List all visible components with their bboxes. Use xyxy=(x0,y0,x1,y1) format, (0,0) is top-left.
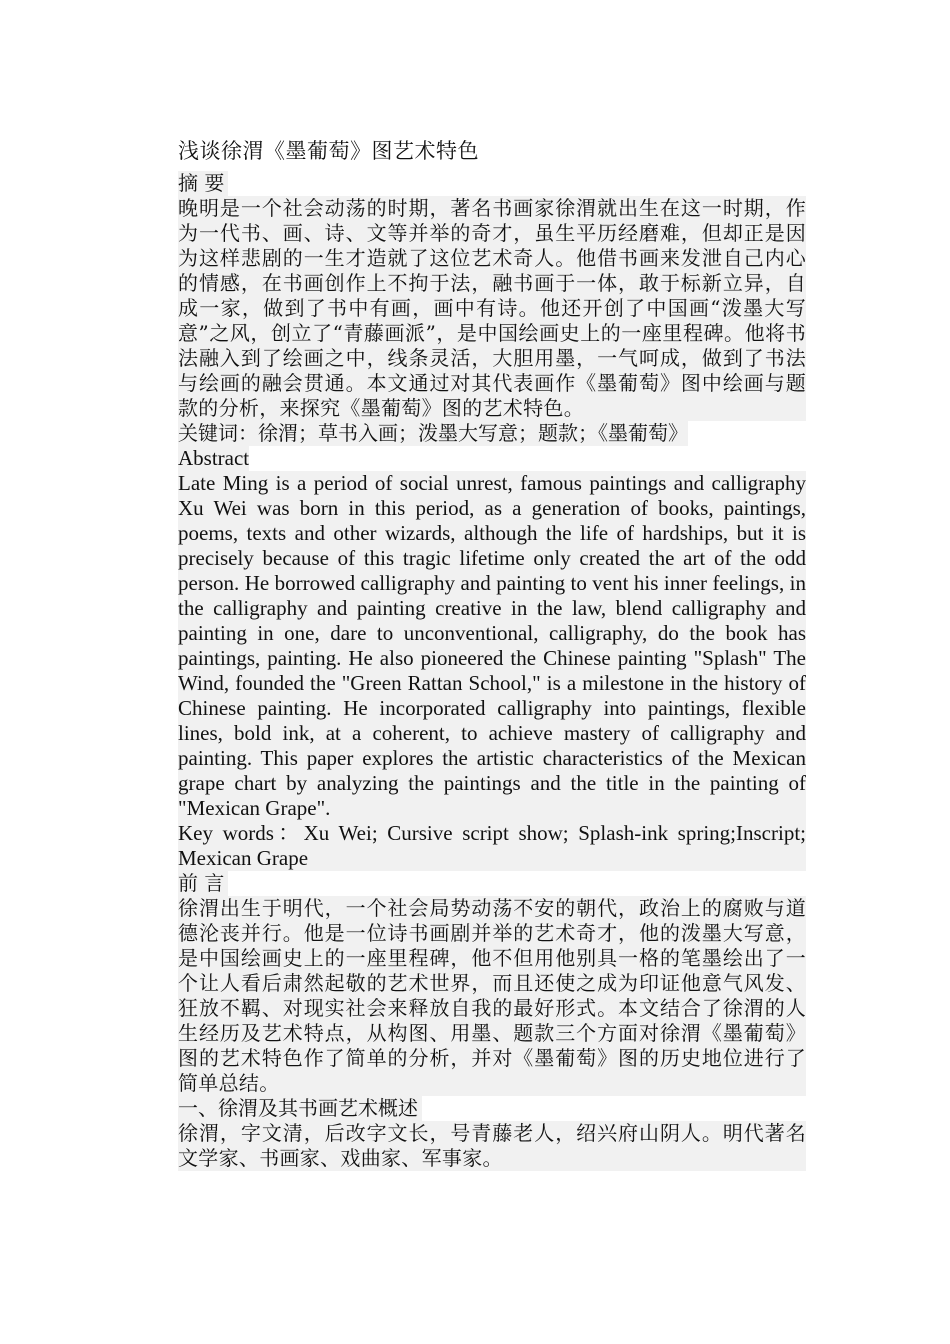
document-content xyxy=(178,137,806,1171)
abstract-cn-body: 晚明是一个社会动荡的时期，著名书画家徐渭就出生在这一时期，作为一代书、画、诗、文等并举的奇才，虽生平历经磨难，但却正是因为这样悲剧的一生才造就了这位艺术奇人。他借书画来发泄自己内心的情感，在书画创作上不拘于法，融书画于一体，敢于标新立异，自成一家，做到了书中有画，画中有诗。他还开创了中国画“泼墨大写意”之风，创立了“青藤画派”，是中国绘画史上的一座里程碑。他将书法融入到了绘画之中，线条灵活，大胆用墨，一气呵成，做到了书法与绘画的融会贯通。本文通过对其代表画作《墨葡萄》图中绘画与题款的分析，来探究《墨葡萄》图的艺术特色。 xyxy=(178,196,806,420)
abstract-en-keywords: Key words：Xu Wei; Cursive script show; Splash-ink spring;Inscript; Mexican Grape xyxy=(178,821,806,870)
abstract-en-body: Late Ming is a period of social unrest, famous paintings and calligraphy Xu Wei was born in this period, as a generation of books, paintings, poems, texts and other wizards, although the life of hardships, but it is precisely because of this tragic lifetime only created the art of the odd person. He borrowed calligraphy and painting to vent his inner feelings, in the calligraphy and painting creative in the law, blend calligraphy and painting in one, dare to unconventional, calligraphy, do the book has paintings, painting. He also pioneered the Chinese painting "Splash" The Wind, founded the "Green Rattan School," is a milestone in the history of Chinese painting. He incorporated calligraphy into paintings, flexible lines, bold ink, at a coherent, to achieve mastery of calligraphy and painting. This paper explores the artistic characteristics of the Mexican grape chart by analyzing the paintings and the title in the painting of "Mexican Grape". xyxy=(178,471,806,820)
abstract-cn-keywords: 关键词：徐渭；草书入画；泼墨大写意；题款；《墨葡萄》 xyxy=(178,421,688,445)
section1-body: 徐渭，字文清，后改字文长，号青藤老人，绍兴府山阴人。明代著名文学家、书画家、戏曲家、军事家。 xyxy=(178,1121,806,1170)
section1-heading: 一、徐渭及其书画艺术概述 xyxy=(178,1096,422,1121)
abstract-cn-heading: 摘 要 xyxy=(178,171,228,196)
abstract-en-heading: Abstract xyxy=(178,446,250,470)
preface-heading: 前 言 xyxy=(178,871,228,896)
document-title: 浅谈徐渭《墨葡萄》图艺术特色 xyxy=(178,139,479,163)
preface-body: 徐渭出生于明代，一个社会局势动荡不安的朝代，政治上的腐败与道德沦丧并行。他是一位诗书画剧并举的艺术奇才，他的泼墨大写意，是中国绘画史上的一座里程碑，他不但用他别具一格的笔墨绘出了一个让人看后肃然起敬的艺术世界，而且还使之成为印证他意气风发、狂放不羁、对现实社会来释放自我的最好形式。本文结合了徐渭的人生经历及艺术特点，从构图、用墨、题款三个方面对徐渭《墨葡萄》图的艺术特色作了简单的分析，并对《墨葡萄》图的历史地位进行了简单总结。 xyxy=(178,896,806,1095)
